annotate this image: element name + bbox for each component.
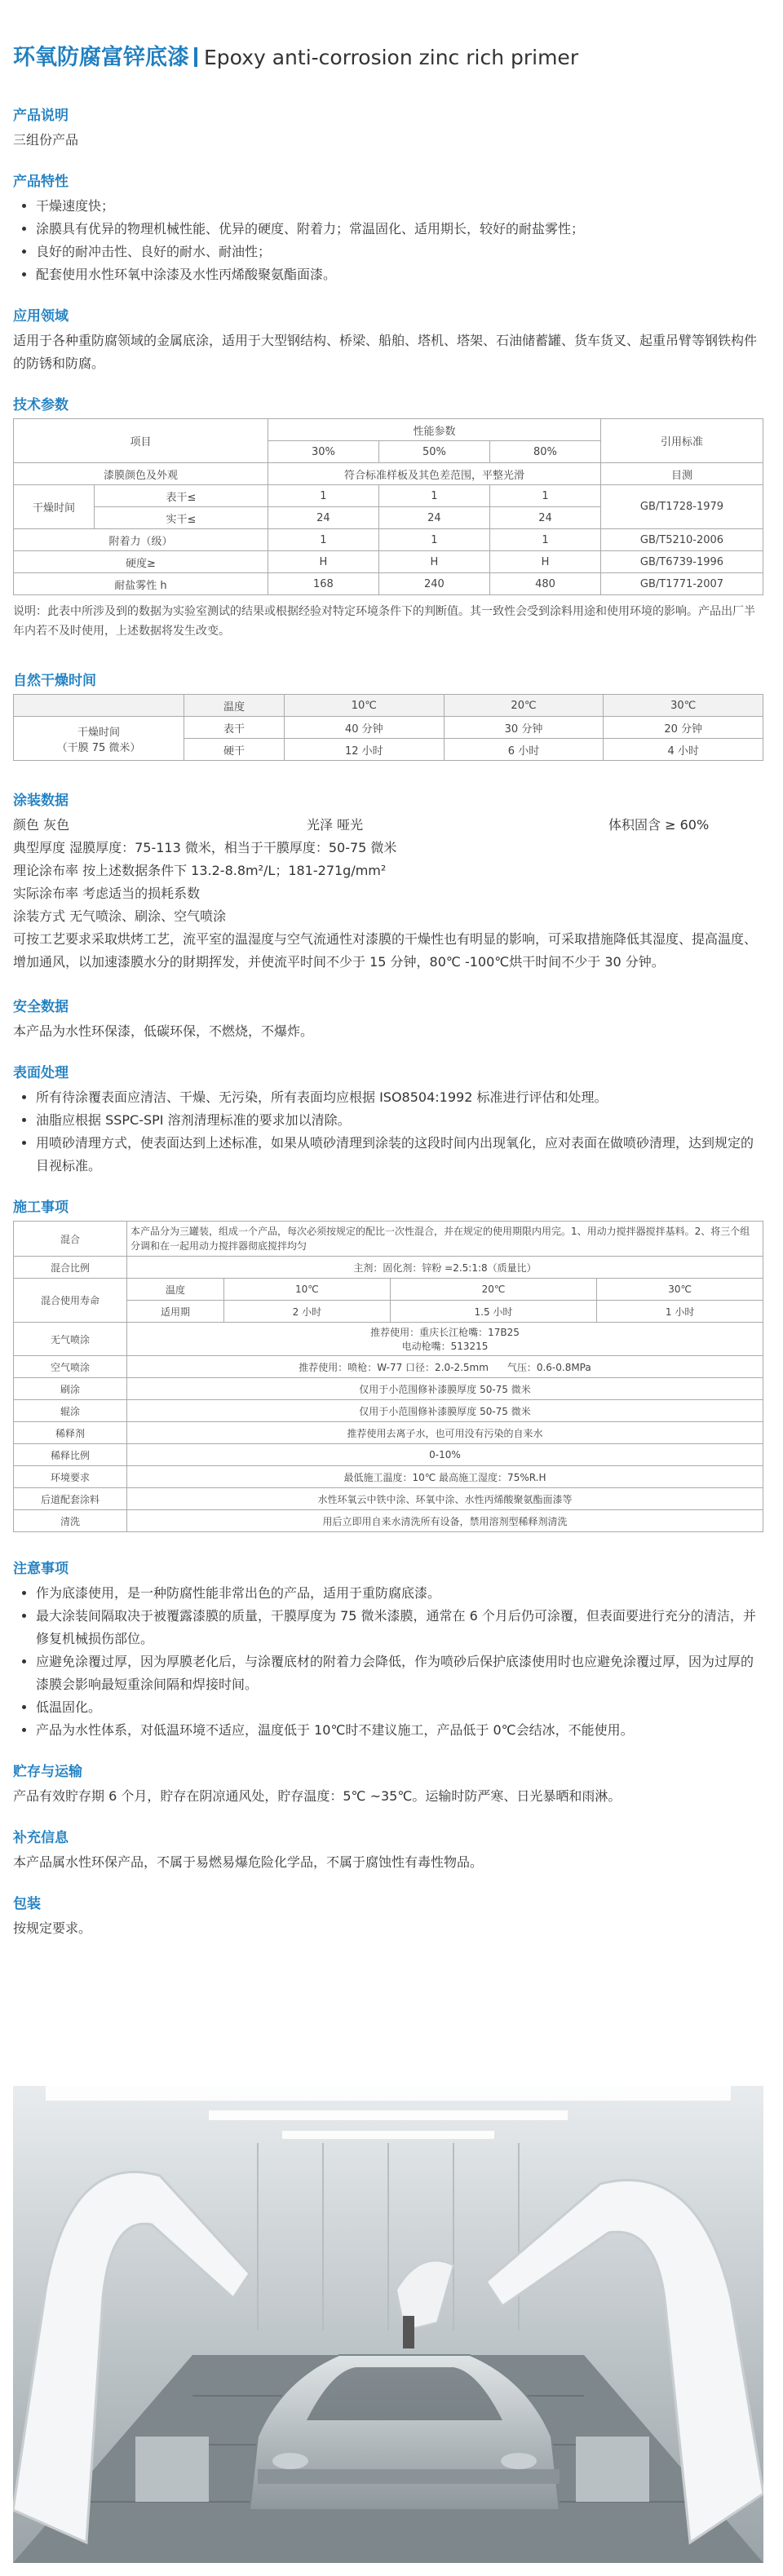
table-cell: 实干≤	[95, 507, 268, 529]
table-cell: H	[489, 551, 600, 573]
section-heading-safety: 安全数据	[13, 999, 69, 1015]
table-cell: 漆膜颜色及外观	[14, 463, 268, 485]
table-cell: 刷涂	[14, 1378, 127, 1400]
table-cell: GB/T5210-2006	[601, 529, 763, 551]
table-cell: 后道配套涂料	[14, 1488, 127, 1510]
section-heading-package: 包装	[13, 1896, 41, 1912]
package-text: 按规定要求。	[13, 1920, 92, 1936]
table-cell: GB/T1771-2007	[601, 573, 763, 595]
table-cell	[127, 1356, 763, 1378]
coating-color: 颜色 灰色	[13, 817, 70, 833]
table-cell: 0-10%	[127, 1444, 763, 1466]
table-cell: 环境要求	[14, 1466, 127, 1488]
table-cell: 24	[268, 507, 378, 529]
table-cell: 1.5 小时	[390, 1301, 597, 1323]
table-cell: 无气喷涂	[14, 1323, 127, 1356]
coating-gloss: 光泽 哑光	[307, 817, 364, 833]
table-cell: 硬度≥	[14, 551, 268, 573]
list-item: • 配套使用水性环氧中涂漆及水性丙烯酸聚氨酯面漆。	[36, 263, 763, 286]
list-item: • 应避免涂覆过厚，因为厚膜老化后，与涂覆底材的附着力会降低，作为喷砂后保护底漆使用时也应避免涂覆过厚，因为过厚的漆膜会影响最短重涂间隔和焊接时间。	[36, 1650, 763, 1696]
table-cell: GB/T1728-1979	[601, 485, 763, 529]
table-cell: 性能参数	[268, 419, 600, 441]
table-cell: 12 小时	[285, 739, 445, 761]
coating-line: 实际涂布率 考虑适当的损耗系数	[13, 886, 201, 901]
section-heading-storage: 贮存与运输	[13, 1764, 82, 1780]
table-cell: 50%	[378, 441, 489, 463]
table-cell: 最低施工温度：10℃ 最高施工湿度：75%R.H	[127, 1466, 763, 1488]
table-cell: 1 小时	[597, 1301, 763, 1323]
section-heading-description: 产品说明	[13, 108, 69, 124]
table-cell: 表干	[184, 717, 285, 739]
coating-line: 可按工艺要求采取烘烤工艺，流平室的温湿度与空气流通性对漆膜的干燥性也有明显的影响，可采取措施降低其湿度、提高温度、增加通风，以加速漆膜水分的財期挥发，并使流平时间不少于 15 分钟，80℃ -100℃烘干时间不少于 30 分钟。	[13, 931, 758, 970]
table-cell: 30 分钟	[444, 717, 604, 739]
table-cell: 10℃	[285, 695, 445, 717]
table-cell: GB/T6739-1996	[601, 551, 763, 573]
table-cell: 仅用于小范围修补漆膜厚度 50-75 微米	[127, 1378, 763, 1400]
table-cell: 干燥时间	[14, 485, 95, 529]
table-cell: 主剂：固化剂：锌粉 =2.5:1:8（质量比）	[127, 1257, 763, 1279]
table-cell: 仅用于小范围修补漆膜厚度 50-75 微米	[127, 1400, 763, 1422]
table-cell: 30℃	[604, 695, 763, 717]
table-cell: 1	[378, 485, 489, 507]
section-heading-features: 产品特性	[13, 174, 69, 190]
section-heading-drying: 自然干燥时间	[13, 673, 96, 689]
table-cell: 1	[489, 485, 600, 507]
table-cell: 20℃	[444, 695, 604, 717]
table-cell	[14, 717, 184, 761]
table-cell: 用后立即用自来水清洗所有设备，禁用溶剂型稀释剂清洗	[127, 1510, 763, 1532]
title-separator	[194, 47, 197, 67]
table-cell	[127, 1323, 763, 1356]
table-cell: 20 分钟	[604, 717, 763, 739]
table-cell: 6 小时	[444, 739, 604, 761]
table-cell: 硬干	[184, 739, 285, 761]
section-heading-tech: 技术参数	[13, 397, 69, 413]
table-cell: 目测	[601, 463, 763, 485]
table-cell: 适用期	[127, 1301, 224, 1323]
page-title	[13, 39, 763, 71]
air-spray-pressure: 气压：0.6-0.8MPa	[507, 1361, 591, 1373]
table-cell: 1	[378, 529, 489, 551]
table-cell: 24	[489, 507, 600, 529]
table-cell: 耐盐雾性 h	[14, 573, 268, 595]
table-cell: 1	[489, 529, 600, 551]
list-item: • 低温固化。	[36, 1696, 763, 1719]
table-cell: 空气喷涂	[14, 1356, 127, 1378]
section-heading-coating: 涂装数据	[13, 793, 69, 809]
table-cell: 温度	[127, 1279, 224, 1301]
table-cell: 辊涂	[14, 1400, 127, 1422]
table-cell: 温度	[184, 695, 285, 717]
section-heading-notes: 注意事项	[13, 1561, 69, 1577]
table-cell: 水性环氧云中铁中涂、环氧中涂、水性丙烯酸聚氨酯面漆等	[127, 1488, 763, 1510]
table-cell: H	[268, 551, 378, 573]
table-cell: 1	[268, 485, 378, 507]
section-heading-application: 应用领域	[13, 308, 69, 325]
section-heading-surface: 表面处理	[13, 1065, 69, 1081]
table-cell: 80%	[489, 441, 600, 463]
table-cell: 30℃	[597, 1279, 763, 1301]
table-cell: 本产品分为三罐装，组成一个产品，每次必须按规定的配比一次性混合，并在规定的使用期限内用完。1、用动力搅拌器搅拌基料。2、将三个组分调和在一起用动力搅拌器彻底搅拌均匀	[127, 1222, 763, 1257]
table-cell: 稀释比例	[14, 1444, 127, 1466]
drying-table	[13, 694, 763, 761]
features-list	[13, 195, 763, 286]
coating-solid: 体积固含 ≥ 60%	[608, 817, 710, 833]
airless-line-1: 推荐使用：重庆长江枪嘴：17B25	[370, 1327, 520, 1338]
list-item: • 用喷砂清理方式，使表面达到上述标准，如果从喷砂清理到涂装的这段时间内出现氧化，应对表面在做喷砂清理，达到规定的目视标准。	[36, 1132, 763, 1178]
title-cn: 环氧防腐富锌底漆	[13, 45, 189, 70]
table-cell: 168	[268, 573, 378, 595]
table-cell: 20℃	[390, 1279, 597, 1301]
tech-table	[13, 418, 763, 595]
drying-label-sub: （干膜 75 微米）	[56, 741, 141, 754]
table-cell: 推荐使用去离子水，也可用没有污染的自来水	[127, 1422, 763, 1444]
table-cell: 引用标准	[601, 419, 763, 463]
list-item: • 良好的耐冲击性、良好的耐水、耐油性；	[36, 241, 763, 263]
construction-table	[13, 1221, 763, 1532]
title-en: Epoxy anti-corrosion zinc rich primer	[204, 46, 579, 69]
section-heading-supplement: 补充信息	[13, 1830, 69, 1846]
drying-label: 干燥时间	[77, 726, 120, 739]
table-cell	[14, 695, 184, 717]
table-cell: 40 分钟	[285, 717, 445, 739]
notes-list	[13, 1582, 763, 1742]
list-item: • 最大涂装间隔取决于被覆露漆膜的质量，干膜厚度为 75 微米漆膜，通常在 6 个月后仍可涂覆，但表面要进行充分的清洁，并修复机械损伤部位。	[36, 1605, 763, 1650]
coating-line: 典型厚度 湿膜厚度：75-113 微米，相当于干膜厚度：50-75 微米	[13, 840, 397, 855]
table-cell: 30%	[268, 441, 378, 463]
list-item: • 油脂应根据 SSPC-SPI 溶剂清理标准的要求加以清除。	[36, 1109, 763, 1132]
table-cell: 480	[489, 573, 600, 595]
air-spray-gun: 推荐使用：喷枪：W-77 口径：2.0-2.5mm	[299, 1361, 489, 1373]
coating-first-row	[13, 814, 763, 837]
table-cell: 表干≤	[95, 485, 268, 507]
table-cell: 附着力（级）	[14, 529, 268, 551]
list-item: • 所有待涂覆表面应清洁、干燥、无污染，所有表面均应根据 ISO8504:1992 标准进行评估和处理。	[36, 1086, 763, 1109]
table-cell: 1	[268, 529, 378, 551]
table-cell: 2 小时	[224, 1301, 391, 1323]
table-cell: 项目	[14, 419, 268, 463]
table-cell: 混合使用寿命	[14, 1279, 127, 1323]
table-cell: 240	[378, 573, 489, 595]
table-cell: 清洗	[14, 1510, 127, 1532]
airless-line-2: 电动枪嘴：513215	[401, 1341, 489, 1352]
table-cell: 4 小时	[604, 739, 763, 761]
list-item: • 干燥速度快；	[36, 195, 763, 218]
car-paint-robot-photo	[13, 2086, 763, 2563]
list-item: • 涂膜具有优异的物理机械性能、优异的硬度、附着力；常温固化、适用期长，较好的耐盐雾性；	[36, 218, 763, 241]
list-item: • 产品为水性体系，对低温环境不适应，温度低于 10℃时不建议施工，产品低于 0℃会结冰，不能使用。	[36, 1719, 763, 1742]
table-cell: 符合标准样板及其色差范围，平整光滑	[268, 463, 600, 485]
table-cell: 混合	[14, 1222, 127, 1257]
supplement-text: 本产品属水性环保产品，不属于易燃易爆危险化学品，不属于腐蚀性有毒性物品。	[13, 1854, 484, 1870]
coating-line: 涂装方式 无气喷涂、刷涂、空气喷涂	[13, 908, 227, 924]
table-cell: 稀释剂	[14, 1422, 127, 1444]
storage-text: 产品有效貯存期 6 个月，貯存在阴凉通风处，貯存温度：5℃ ~35℃。运输时防严寒、日光暴晒和雨淋。	[13, 1788, 622, 1804]
list-item: • 作为底漆使用，是一种防腐性能非常出色的产品，适用于重防腐底漆。	[36, 1582, 763, 1605]
table-cell: 24	[378, 507, 489, 529]
section-heading-construction: 施工事项	[13, 1200, 69, 1216]
safety-text: 本产品为水性环保漆，低碳环保，不燃烧，不爆炸。	[13, 1023, 314, 1039]
table-cell: H	[378, 551, 489, 573]
application-text: 适用于各种重防腐领域的金属底涂，适用于大型钢结构、桥梁、船舶、塔机、塔架、石油储蓄罐、货车货叉、起重吊臂等钢铁构件的防锈和防腐。	[13, 333, 758, 371]
surface-list	[13, 1086, 763, 1178]
description-text: 三组份产品	[13, 132, 79, 148]
coating-line: 理论涂布率 按上述数据条件下 13.2-8.8m²/L；181-271g/mm²	[13, 863, 387, 878]
table-cell: 混合比例	[14, 1257, 127, 1279]
tech-note: 说明：此表中所涉及到的数据为实验室测试的结果或根据经验对特定环境条件下的判断值。其一致性会受到涂料用途和使用环境的影响。产品出厂半年内若不及时使用，上述数据将发生改变。	[13, 605, 755, 638]
content	[13, 0, 763, 1940]
table-cell: 10℃	[224, 1279, 391, 1301]
